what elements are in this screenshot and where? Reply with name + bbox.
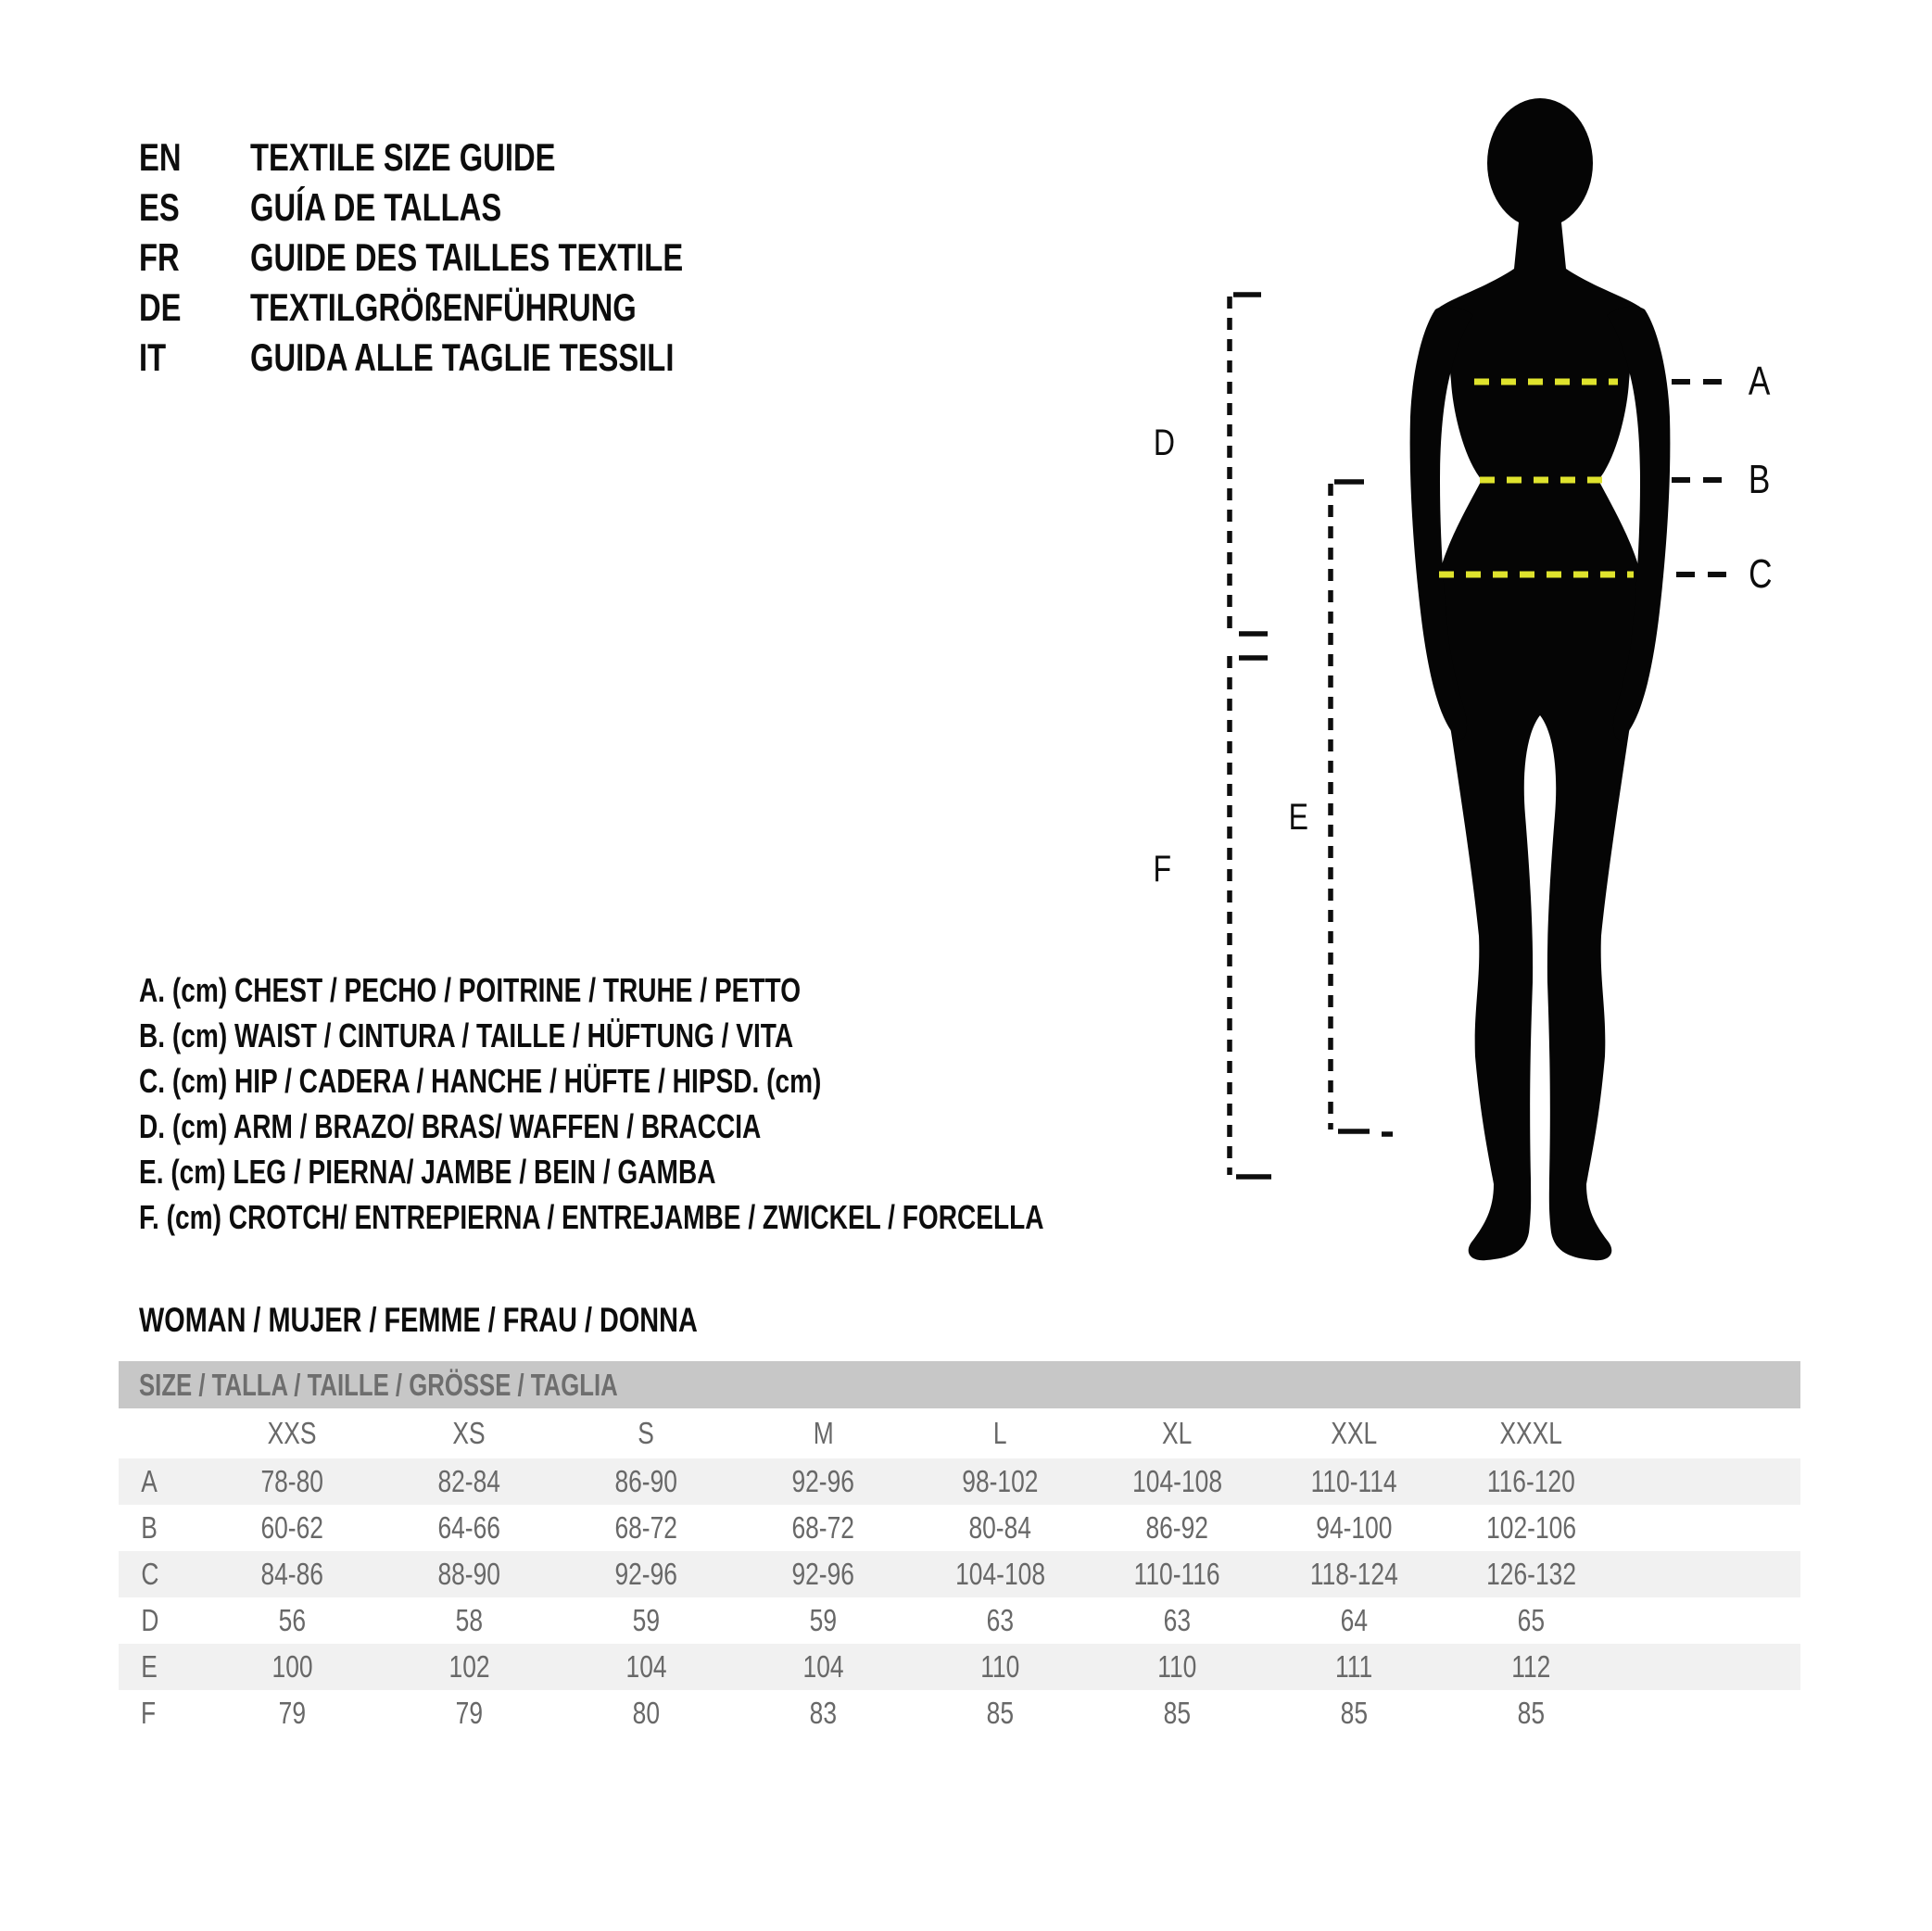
language-title-text: TEXTILE SIZE GUIDE [250,135,556,179]
language-code-text: EN [139,135,182,179]
size-value-text: 78-80 [260,1464,324,1498]
size-value-cell [735,1696,912,1731]
size-value-cell [1266,1696,1443,1731]
size-value-text: 63 [986,1603,1015,1637]
language-title-text: GUÍA DE TALLAS [250,185,502,229]
size-value-cell [381,1696,558,1731]
figure-label-b: B [1748,457,1771,502]
size-value-cell [204,1510,381,1546]
size-value-text: 68-72 [614,1510,678,1545]
size-value-text: 92-96 [614,1557,678,1591]
language-title-text: GUIDA ALLE TAGLIE TESSILI [250,335,675,379]
size-value-cell [558,1649,735,1685]
size-column-header [1443,1416,1620,1451]
size-column-header-text: XXL [1331,1416,1378,1450]
size-value-cell [1266,1557,1443,1592]
size-value-cell [1266,1510,1443,1546]
size-value-text: 64 [1340,1603,1369,1637]
size-value-text: 104-108 [955,1557,1045,1591]
figure-label-a: A [1748,359,1771,404]
size-column-header [1266,1416,1443,1451]
size-value-cell [204,1557,381,1592]
row-measure-label-text: D [141,1603,159,1637]
size-value-text: 102 [448,1649,490,1684]
row-measure-label-text: F [141,1696,157,1730]
size-column-header-text: XXXL [1499,1416,1563,1450]
size-column-header-text: XS [452,1416,486,1450]
size-value-text: 80-84 [968,1510,1032,1545]
size-column-header [204,1416,381,1451]
size-value-text: 68-72 [791,1510,855,1545]
size-value-cell [735,1557,912,1592]
size-value-cell [1266,1649,1443,1685]
row-measure-label [119,1649,204,1685]
size-value-text: 58 [455,1603,484,1637]
size-column-header-text: XL [1162,1416,1193,1450]
size-value-text: 110 [1157,1649,1197,1684]
legend-line-text: D. (cm) ARM / BRAZO/ BRAS/ WAFFEN / BRACCIA [139,1107,762,1145]
size-value-text: 85 [1517,1696,1546,1730]
size-value-text: 112 [1511,1649,1551,1684]
size-value-cell [1089,1464,1266,1499]
size-table-title-bar: SIZE / TALLA / TAILLE / GRÖSSE / TAGLIA [119,1361,1800,1408]
row-measure-label-text: A [141,1464,158,1498]
size-value-cell [1266,1603,1443,1638]
size-value-text: 85 [1340,1696,1369,1730]
size-value-text: 94-100 [1316,1510,1393,1545]
legend-line [139,1149,1299,1194]
size-value-cell [558,1464,735,1499]
size-value-text: 85 [1163,1696,1192,1730]
legend-line [139,967,1299,1013]
size-value-text: 118-124 [1310,1557,1398,1591]
size-value-cell [1089,1557,1266,1592]
size-table-header-row [119,1408,1800,1458]
table-row [119,1690,1800,1736]
size-column-header-text: L [993,1416,1007,1450]
row-measure-label [119,1696,204,1731]
size-value-cell [735,1649,912,1685]
size-value-cell [204,1696,381,1731]
language-code-text: DE [139,285,182,329]
legend-line-text: B. (cm) WAIST / CINTURA / TAILLE / HÜFTUNG / VITA [139,1016,794,1054]
row-measure-label [119,1603,204,1638]
size-value-text: 111 [1335,1649,1373,1684]
size-value-text: 98-102 [962,1464,1039,1498]
size-value-text: 92-96 [791,1464,855,1498]
size-value-cell [381,1557,558,1592]
figure-label-d: D [1153,423,1176,463]
size-column-header [558,1416,735,1451]
size-value-cell [1089,1510,1266,1546]
size-value-text: 92-96 [791,1557,855,1591]
size-value-text: 79 [455,1696,484,1730]
size-value-cell [204,1603,381,1638]
size-value-cell [1443,1696,1620,1731]
size-value-text: 86-90 [614,1464,678,1498]
size-value-cell [558,1510,735,1546]
size-value-text: 64-66 [437,1510,501,1545]
size-value-cell [204,1649,381,1685]
legend-line-text: E. (cm) LEG / PIERNA/ JAMBE / BEIN / GAMBA [139,1153,716,1191]
size-value-cell [1443,1557,1620,1592]
woman-silhouette [1410,98,1671,1260]
size-column-header-text: M [813,1416,834,1450]
size-column-header [1089,1416,1266,1451]
silhouette-body [1433,213,1647,1260]
language-title-text: TEXTILGRÖßENFÜHRUNG [250,285,637,329]
legend-line-text: C. (cm) HIP / CADERA / HANCHE / HÜFTE / HIPSD. (cm) [139,1062,822,1100]
size-value-text: 59 [809,1603,838,1637]
size-value-cell [1443,1603,1620,1638]
size-value-text: 85 [986,1696,1015,1730]
table-row [119,1551,1800,1597]
size-column-header [735,1416,912,1451]
size-value-cell [1089,1603,1266,1638]
row-measure-label-text: C [141,1557,159,1591]
size-value-cell [912,1649,1089,1685]
size-value-text: 80 [632,1696,661,1730]
size-value-text: 83 [809,1696,838,1730]
size-value-text: 56 [278,1603,307,1637]
size-table [119,1361,1800,1736]
size-value-cell [558,1603,735,1638]
size-value-cell [912,1510,1089,1546]
table-row [119,1458,1800,1505]
figure-label-c: C [1749,551,1773,597]
size-value-cell [912,1464,1089,1499]
legend-line-text: F. (cm) CROTCH/ ENTREPIERNA / ENTREJAMBE / ZWICKEL / FORCELLA [139,1198,1044,1236]
size-value-text: 88-90 [437,1557,501,1591]
size-value-text: 84-86 [260,1557,324,1591]
size-column-header [912,1416,1089,1451]
row-measure-label [119,1510,204,1546]
row-measure-label [119,1464,204,1499]
size-value-cell [558,1696,735,1731]
measurement-legend [139,967,1299,1240]
size-value-text: 116-120 [1487,1464,1575,1498]
table-row [119,1597,1800,1644]
legend-line [139,1013,1299,1058]
language-code-text: IT [139,335,167,379]
size-value-text: 63 [1163,1603,1192,1637]
size-value-cell [735,1510,912,1546]
size-value-text: 82-84 [437,1464,501,1498]
size-column-header [381,1416,558,1451]
size-value-cell [381,1510,558,1546]
language-code-text: ES [139,185,180,229]
size-value-cell [1266,1464,1443,1499]
size-value-text: 59 [632,1603,661,1637]
table-row [119,1505,1800,1551]
size-value-text: 110-114 [1311,1464,1397,1498]
legend-line [139,1104,1299,1149]
size-value-cell [735,1464,912,1499]
legend-line [139,1058,1299,1104]
size-value-text: 100 [271,1649,313,1684]
size-value-text: 104-108 [1132,1464,1222,1498]
size-value-text: 60-62 [260,1510,324,1545]
size-value-text: 65 [1517,1603,1546,1637]
size-value-cell [204,1464,381,1499]
size-value-cell [1443,1649,1620,1685]
figure-label-f: F [1153,849,1171,890]
size-value-cell [1089,1649,1266,1685]
size-value-cell [1089,1696,1266,1731]
size-value-cell [735,1603,912,1638]
size-value-cell [381,1603,558,1638]
legend-line [139,1194,1299,1240]
silhouette-head [1487,98,1593,228]
size-value-text: 126-132 [1486,1557,1576,1591]
size-value-text: 110 [980,1649,1020,1684]
row-measure-label [119,1557,204,1592]
size-column-header-text: S [638,1416,655,1450]
language-code-text: FR [139,235,180,279]
language-title-text: GUIDE DES TAILLES TEXTILE [250,235,684,279]
size-value-text: 79 [278,1696,307,1730]
size-value-text: 86-92 [1145,1510,1209,1545]
size-table-body [119,1408,1800,1736]
legend-line-text: A. (cm) CHEST / PECHO / POITRINE / TRUHE / PETTO [139,971,802,1009]
size-value-cell [558,1557,735,1592]
size-value-text: 110-116 [1134,1557,1220,1591]
size-value-cell [912,1603,1089,1638]
size-value-text: 104 [802,1649,844,1684]
figure-label-e: E [1288,797,1309,838]
gender-heading: WOMAN / MUJER / FEMME / FRAU / DONNA [139,1301,698,1339]
size-value-cell [1443,1464,1620,1499]
size-value-cell [912,1557,1089,1592]
size-value-cell [1443,1510,1620,1546]
size-value-cell [381,1649,558,1685]
size-value-cell [912,1696,1089,1731]
table-row [119,1644,1800,1690]
size-value-cell [381,1464,558,1499]
row-measure-label-text: E [141,1649,158,1684]
row-measure-label-text: B [141,1510,158,1545]
size-column-header-text: XXS [268,1416,317,1450]
size-value-text: 102-106 [1486,1510,1576,1545]
size-value-text: 104 [625,1649,667,1684]
